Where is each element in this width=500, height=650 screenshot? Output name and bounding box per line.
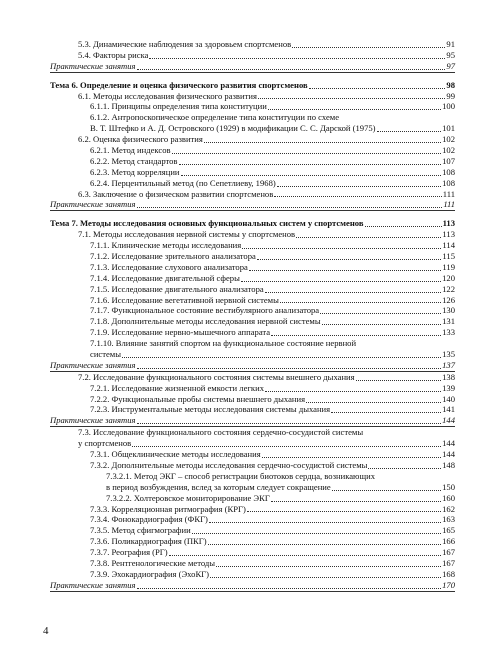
toc-page-number: 113 (442, 218, 455, 229)
toc-page-number: 148 (442, 459, 455, 470)
toc-page-number: 144 (442, 438, 455, 449)
toc-entry (50, 504, 455, 515)
toc-entry-title: 7.1.6. Исследование вегетативной нервной системы (90, 294, 279, 305)
toc-page-number: 139 (442, 382, 455, 393)
toc-page-number: 113 (442, 229, 455, 240)
toc-page-number: 150 (442, 481, 455, 492)
toc-entry-title: 7.3.2. Дополнительные методы исследования сердечно-сосудистой системы (90, 459, 368, 470)
section-gap (50, 73, 455, 80)
toc-entry (50, 482, 455, 493)
toc-entry (50, 145, 455, 156)
toc-page-number: 98 (446, 79, 455, 90)
dot-leader (331, 412, 441, 413)
dot-leader (137, 588, 442, 589)
toc-page-number: 120 (442, 272, 455, 283)
toc-entry (50, 338, 455, 349)
dot-leader (262, 457, 441, 458)
toc-page-number: 99 (446, 90, 455, 101)
toc-page-number: 165 (442, 525, 455, 536)
toc-page-number: 170 (442, 579, 455, 590)
toc-page-number: 107 (442, 155, 455, 166)
toc-entry (50, 349, 455, 360)
dot-leader (271, 335, 441, 336)
dot-leader (258, 98, 446, 99)
toc-entry-title: 6.1. Методы исследования физического развития (78, 90, 257, 101)
toc-entry-title: системы (90, 349, 122, 360)
toc-entry (50, 394, 455, 405)
toc-entry-title: 7.3.4. Фонокардиография (ФКГ) (90, 514, 208, 525)
dot-leader (169, 555, 441, 556)
toc-page-number: 122 (442, 283, 455, 294)
toc-practice-entry (50, 415, 455, 427)
toc-entry-title: 6.2.3. Метод корреляции (90, 166, 180, 177)
toc-entry (50, 372, 455, 383)
dot-leader (320, 313, 441, 314)
toc-entry-title: 7.3.1. Общеклинические методы исследования (90, 449, 261, 460)
toc-entry-title: 7.1.7. Функциональное состояние вестибулярного анализатора (90, 305, 320, 316)
toc-entry-title: 7.3. Исследование функционального состояния сердечно-сосудистой системы (78, 427, 364, 438)
toc-entry (50, 460, 455, 471)
toc-entry-title: 7.1.1. Клинические методы исследования (90, 240, 242, 251)
toc-entry-title: Практические занятия (50, 60, 136, 71)
toc-entry (50, 327, 455, 338)
toc-page-number: 130 (442, 305, 455, 316)
toc-entry (50, 438, 455, 449)
dot-leader (179, 164, 442, 165)
toc-entry (50, 514, 455, 525)
toc-page-number: 131 (442, 316, 455, 327)
toc-entry (50, 558, 455, 569)
toc-page-number: 168 (442, 568, 455, 579)
toc-entry-title: 6.1.1. Принципы определения типа конституции (90, 101, 267, 112)
dot-leader (377, 131, 442, 132)
toc-practice-entry (50, 61, 455, 73)
toc-page-number: 135 (442, 349, 455, 360)
toc-entry (50, 167, 455, 178)
toc-entry (50, 525, 455, 536)
toc-page-number: 133 (442, 327, 455, 338)
dot-leader (265, 391, 441, 392)
toc-entry-title: 7.2.3. Инструментальные методы исследования системы дыхания (90, 404, 331, 415)
toc-entry (50, 305, 455, 316)
toc-page-number: 140 (442, 393, 455, 404)
toc-page-number: 126 (442, 294, 455, 305)
section-gap (50, 211, 455, 218)
dot-leader (306, 402, 441, 403)
toc-entry (50, 91, 455, 102)
dot-leader (216, 566, 441, 567)
toc-entry-title: 7.1.10. Влияние занятий спортом на функциональное состояние нервной (90, 338, 357, 349)
toc-page-number: 111 (442, 188, 455, 199)
dot-leader (172, 153, 442, 154)
dot-leader (309, 88, 446, 89)
toc-entry-title: 7.3.7. Реография (РГ) (90, 547, 168, 558)
toc-page-number: 144 (442, 449, 455, 460)
toc-page-number: 108 (442, 166, 455, 177)
toc-entry-title: В. Т. Штефко и А. Д. Островского (1929) в модификации С. С. Дарской (1975) (90, 123, 376, 134)
toc-entry (50, 189, 455, 200)
toc-entry-title: у спортсменов (78, 438, 132, 449)
toc-page-number: 111 (443, 199, 455, 210)
toc-entry (50, 273, 455, 284)
dot-leader (322, 324, 441, 325)
dot-leader (241, 281, 441, 282)
dot-leader (249, 270, 442, 271)
toc-entry-title: 7.1.9. Исследование нервно-мышечного аппарата (90, 327, 271, 338)
toc-entry-title: 7.3.2.1. Метод ЭКГ – способ регистрации биотоков сердца, возникающих (106, 470, 375, 481)
toc-page-number: 141 (442, 404, 455, 415)
toc-entry-title: 5.3. Динамические наблюдения за здоровьем спортсменов (78, 38, 292, 49)
toc-entry-title: 7.2.1. Исследование жизненной емкости легких (90, 382, 265, 393)
toc-page-number: 115 (442, 251, 455, 262)
toc-entry-title: 6.2.1. Метод индексов (90, 145, 171, 155)
toc-page-number: 166 (442, 536, 455, 547)
toc-page-number: 163 (442, 514, 455, 525)
toc-entry-title: Практические занятия (50, 579, 136, 590)
toc-entry (50, 471, 455, 482)
dot-leader (365, 226, 442, 227)
toc-page-number: 144 (442, 415, 455, 426)
dot-leader (292, 47, 445, 48)
toc-topic-heading (50, 218, 455, 229)
toc-entry-title: 7.2. Исследование функционального состояния системы внешнего дыхания (78, 371, 355, 382)
toc-page-number: 162 (442, 503, 455, 514)
table-of-contents (50, 39, 455, 592)
toc-practice-entry (50, 199, 455, 211)
toc-page-number: 91 (446, 38, 455, 49)
dot-leader (137, 207, 443, 208)
dot-leader (137, 423, 442, 424)
toc-page-number: 102 (442, 134, 455, 145)
toc-page-number: 160 (442, 492, 455, 503)
toc-entry-title: 7.1.4. Исследование двигательной сферы (90, 272, 240, 283)
dot-leader (257, 259, 442, 260)
toc-entry (50, 156, 455, 167)
toc-entry-title: 6.1.2. Антропоскопическое определение типа конституции по схеме (90, 112, 340, 123)
toc-entry-title: 7.3.2.2. Холтеровское мониторирование ЭКГ (106, 492, 270, 503)
dot-leader (247, 511, 441, 512)
dot-leader (274, 196, 441, 197)
toc-page-number: 167 (442, 547, 455, 558)
toc-entry-title: 7.1.5. Исследование двигательного анализатора (90, 283, 264, 294)
dot-leader (149, 58, 445, 59)
toc-entry (50, 39, 455, 50)
toc-page-number: 95 (446, 49, 455, 60)
dot-leader (356, 380, 442, 381)
toc-entry-title: 7.3.8. Рентгенологические методы (90, 557, 216, 568)
toc-entry (50, 262, 455, 273)
dot-leader (368, 468, 441, 469)
toc-entry-title: 7.1. Методы исследования нервной системы у спортсменов (78, 229, 296, 240)
toc-entry (50, 240, 455, 251)
dot-leader (280, 302, 441, 303)
dot-leader (204, 142, 441, 143)
toc-entry-title: 7.3.5. Метод сфигмографии (90, 525, 191, 536)
toc-page-number: 119 (442, 261, 455, 272)
toc-entry (50, 229, 455, 240)
toc-entry-title: 6.3. Заключение о физическом развитии спортсменов (78, 188, 274, 199)
toc-entry-title: 6.2.4. Перцентильный метод (по Сепетлиеву, 1968) (90, 177, 276, 188)
toc-page-number: 114 (442, 240, 455, 251)
page-number: 4 (43, 625, 49, 637)
toc-page-number: 138 (442, 371, 455, 382)
toc-entry (50, 178, 455, 189)
dot-leader (208, 544, 442, 545)
toc-entry (50, 569, 455, 580)
toc-page-number: 102 (442, 145, 455, 155)
dot-leader (181, 175, 442, 176)
toc-entry (50, 427, 455, 438)
toc-entry-title: Практические занятия (50, 199, 136, 210)
dot-leader (265, 292, 441, 293)
dot-leader (277, 186, 441, 187)
toc-entry (50, 50, 455, 61)
dot-leader (268, 109, 441, 110)
dot-leader (122, 357, 441, 358)
dot-leader (242, 248, 441, 249)
dot-leader (192, 533, 441, 534)
dot-leader (296, 237, 441, 238)
toc-entry (50, 123, 455, 134)
toc-entry-title: Практические занятия (50, 415, 136, 426)
toc-entry-title: 7.1.3. Исследование слухового анализатора (90, 261, 248, 272)
dot-leader (137, 69, 446, 70)
dot-leader (332, 490, 441, 491)
dot-leader (209, 522, 441, 523)
toc-entry (50, 405, 455, 416)
toc-entry (50, 251, 455, 262)
toc-entry (50, 284, 455, 295)
toc-page-number: 97 (446, 60, 455, 71)
toc-entry-title: 7.3.9. Эхокардиография (ЭхоКГ) (90, 568, 210, 579)
dot-leader (132, 446, 441, 447)
toc-entry-title: 7.3.3. Корреляционная ритмография (КРГ) (90, 503, 246, 514)
toc-page-number: 108 (442, 177, 455, 188)
toc-entry-title: 7.2.2. Функциональные пробы системы внешнего дыхания (90, 393, 306, 404)
toc-entry (50, 536, 455, 547)
toc-entry-title: в период возбуждения, вслед за которым следует сокращение (106, 481, 331, 492)
toc-page-number: 137 (442, 359, 455, 370)
toc-entry (50, 547, 455, 558)
toc-entry-title: 5.4. Факторы риска (78, 49, 149, 60)
toc-entry-title: 7.3.6. Поликардиография (ПКГ) (90, 536, 207, 547)
toc-entry-title: 7.1.8. Дополнительные методы исследования нервной системы (90, 316, 321, 327)
toc-entry-title: Практические занятия (50, 359, 136, 370)
toc-topic-heading (50, 80, 455, 91)
dot-leader (271, 501, 441, 502)
toc-entry (50, 493, 455, 504)
toc-entry-title: Тема 7. Методы исследования основных функциональных систем у спортсменов (50, 218, 364, 229)
toc-entry-title: Тема 6. Определение и оценка физического развития спортсменов (50, 79, 308, 90)
toc-page-number: 101 (442, 123, 455, 134)
toc-entry (50, 316, 455, 327)
toc-page-number: 167 (442, 557, 455, 568)
dot-leader (210, 577, 441, 578)
toc-entry (50, 449, 455, 460)
toc-page-number: 100 (442, 101, 455, 112)
toc-entry (50, 134, 455, 145)
toc-entry (50, 383, 455, 394)
toc-practice-entry (50, 580, 455, 592)
toc-entry-title: 6.2. Оценка физического развития (78, 134, 203, 145)
dot-leader (137, 368, 442, 369)
toc-entry-title: 6.2.2. Метод стандартов (90, 155, 178, 166)
toc-entry (50, 112, 455, 123)
toc-entry (50, 295, 455, 306)
toc-entry-title: 7.1.2. Исследование зрительного анализатора (90, 251, 256, 262)
toc-entry (50, 101, 455, 112)
toc-practice-entry (50, 360, 455, 372)
